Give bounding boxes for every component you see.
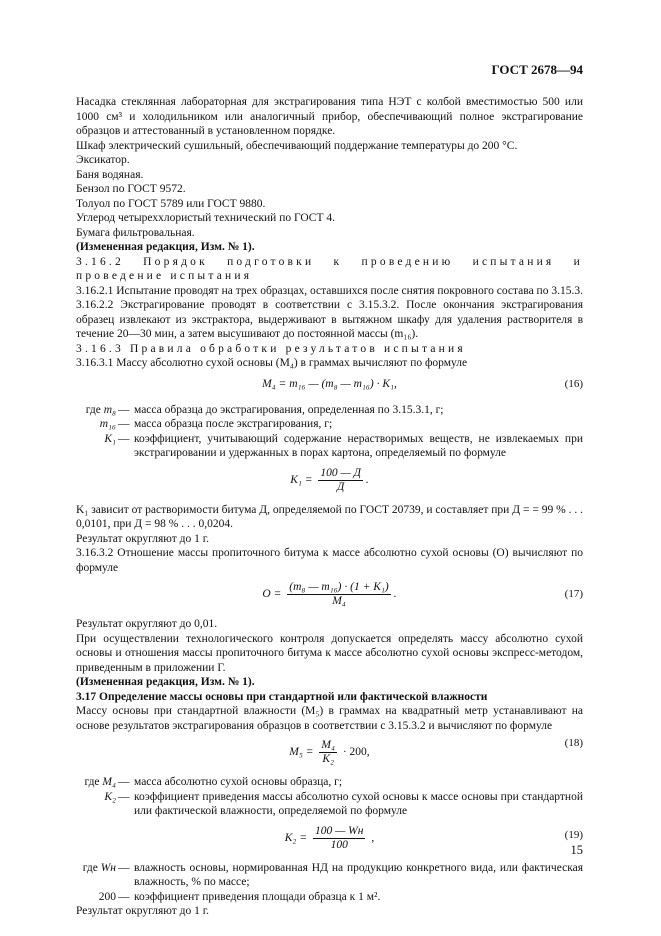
fraction-numerator: 100 — Wн: [314, 824, 364, 837]
formula-lhs: О =: [262, 588, 282, 601]
legend-text: масса образца до экстрагирования, определенная по 3.15.3.1, г;: [134, 403, 444, 416]
formula-expression: M₄ = m₁₆ — (m₈ — m₁₆) · K₁,: [262, 377, 397, 390]
fraction-denominator: 100: [330, 838, 348, 851]
formula-k1: [76, 464, 583, 500]
formula-18: [76, 736, 583, 772]
section-heading: 3.17 Определение массы основы при стандартной или фактической влажности: [76, 690, 488, 703]
formula-number: (19): [564, 828, 583, 841]
amendment-note: (Измененная редакция, Изм. № 1).: [76, 241, 255, 253]
paragraph: Эксикатор.: [76, 154, 130, 166]
formula-number: (17): [564, 588, 583, 600]
document-header: ГОСТ 2678—94: [491, 62, 583, 77]
formula-lhs: K₂ =: [284, 831, 308, 844]
formula-lhs: M₅ =: [289, 746, 314, 759]
fraction-numerator: M₄: [321, 739, 335, 751]
legend-list: [76, 775, 583, 819]
fraction-denominator: M₄: [332, 595, 346, 607]
legend-dash: —: [118, 432, 130, 445]
legend-dash: —: [118, 418, 130, 430]
paragraph: Результат округляют до 1 г.: [76, 532, 210, 545]
legend-dash: —: [118, 790, 130, 803]
legend-list: [76, 403, 583, 461]
paragraph: При осуществлении технологического контроля допускается определять массу абсолютно сухой основы и отношения массы пропиточного битума к массе абсолютно сухой основы экспресс-методом, приведенным в приложении Г.: [76, 632, 583, 674]
fraction-numerator: 100 — Д: [320, 466, 361, 479]
formula-expression: О = $\frac{\text{(m₈ — m₁₆) · (1 + K₁)}}{\text{M₄}}$ .: [262, 581, 397, 607]
formula-expression: [76, 825, 583, 852]
legend-symbol: K₁: [104, 432, 116, 445]
legend-text: влажность основы, нормированная НД на продукцию конкретного вида, или фактическая влажность, % по массе;: [134, 861, 583, 888]
legend-where: где m₈: [85, 403, 116, 416]
amendment-note: (Измененная редакция, Изм. № 1).: [76, 676, 255, 688]
fraction-denominator: Д: [336, 480, 345, 493]
legend-list: [76, 861, 583, 905]
formula-number: (18): [564, 737, 583, 749]
legend-where: где Wн: [82, 861, 116, 874]
paragraph: Шкаф электрический сушильный, обеспечивающий поддержание температуры до 200 °С.: [76, 139, 518, 152]
fraction: [318, 467, 363, 494]
legend-text: масса образца после экстрагирования, г;: [134, 418, 333, 430]
section-heading: 3.16.3 Правила обработки результатов испытания: [76, 342, 466, 355]
formula-lhs: K₁ =: [290, 473, 313, 486]
paragraph: 3.16.3.2 Отношение массы пропиточного битума к массе абсолютно сухой основы (О) вычисляют по формуле: [76, 547, 583, 574]
legend-text: коэффициент приведения площади образца к 1 м².: [134, 890, 381, 903]
paragraph: Углерод четыреххлористый технический по ГОСТ 4.: [76, 212, 335, 224]
legend-symbol: 200: [98, 890, 116, 903]
fraction-numerator: (m₈ — m₁₆) · (1 + K₁): [289, 581, 389, 593]
legend-dash: —: [118, 890, 130, 903]
legend-dash: —: [118, 403, 130, 416]
paragraph: Баня водяная.: [76, 168, 144, 181]
fraction: [319, 739, 337, 766]
paragraph: [76, 95, 583, 139]
legend-symbol: m₁₆: [99, 418, 116, 430]
legend-text: масса абсолютно сухой основы образца, г;: [134, 776, 343, 788]
section-heading: 3.16.2 Порядок подготовки к проведению испытания и проведение испытания: [76, 255, 583, 282]
legend-dash: —: [118, 861, 130, 874]
paragraph: 3.16.2.2 Экстрагирование проводят в соответствии с 3.15.3.2. После окончания экстрагирования образец извлекают из экстрактора, выдерживают в вытяжном шкафу для удаления растворителя в течение 20—30 мин, а затем высушивают до постоянной массы (m₁₆).: [76, 299, 583, 340]
legend-where: где M₄: [84, 776, 116, 788]
document-body: [76, 95, 583, 919]
formula-rest: · 200,: [342, 746, 370, 759]
paragraph: 3.16.3.1 Массу абсолютно сухой основы (M₄) в граммах вычисляют по формуле: [76, 357, 468, 369]
formula-rest: ,: [371, 831, 375, 844]
fraction-denominator: K₂: [322, 753, 335, 765]
legend-text: коэффициент, учитывающий содержание нерастворимых веществ, не извлекаемых при экстрагировании и удержанных в порах картона, определяемый по формуле: [134, 432, 583, 459]
formula-number: (16): [564, 377, 583, 390]
formula-expression: [76, 739, 583, 766]
legend-dash: —: [118, 776, 130, 788]
formula-expression: K₁ = $\frac{100 — Д}{Д}$ .: [290, 466, 369, 493]
page-number: 15: [570, 843, 583, 857]
paragraph: Бумага фильтровальная.: [76, 226, 195, 239]
paragraph: Массу основы при стандартной влажности (M₅) в граммах на квадратный метр устанавливают на основе результатов экстрагирования образцов в соответствии с 3.15.3.2 и вычисляют по формуле: [76, 705, 583, 732]
paragraph: Результат округляют до 0,01.: [76, 618, 218, 630]
legend-text: коэффициент приведения массы абсолютно сухой основы к массе основы при стандартной или фактической влажности, определяемой по формуле: [134, 790, 583, 817]
fraction: [287, 581, 390, 608]
paragraph: Результат округляют до 1 г.: [76, 905, 210, 917]
paragraph: 3.16.2.1 Испытание проводят на трех образцах, оставшихся после снятия покровного состава по 3.15.3.: [76, 284, 583, 297]
legend-symbol: K₂: [104, 790, 116, 803]
fraction: [313, 825, 366, 852]
formula-19: [76, 822, 583, 858]
formula-17: [76, 578, 583, 614]
paragraph: Бензол по ГОСТ 9572.: [76, 183, 186, 195]
formula-16: [76, 374, 583, 400]
text: Насадка стеклянная лабораторная для экстрагирования типа НЭТ с колбой вместимостью 500 или 1000 см³ и холодильником или аналогичный прибор, обеспечивающий полное экстрагирование образцов и аттестованный в установленном порядке.: [76, 96, 583, 137]
paragraph: K₁ зависит от растворимости битума Д, определяемой по ГОСТ 20739, и составляет при Д = = 99 % . . . 0,0101, при Д = 98 % . . . 0,0204.: [76, 503, 583, 530]
paragraph: Толуол по ГОСТ 5789 или ГОСТ 9880.: [76, 197, 266, 210]
